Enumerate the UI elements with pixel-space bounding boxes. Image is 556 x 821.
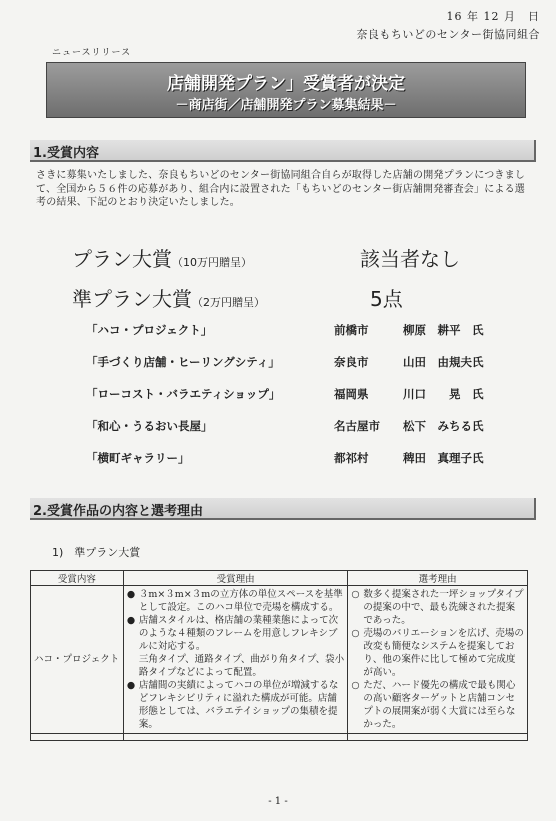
section-heading-text: 1.受賞内容 <box>33 146 99 161</box>
news-release-label: ニュースリリース <box>52 48 132 58</box>
circle-bullet-icon: ○ <box>351 628 360 639</box>
selection-text: 売場のバリエーションを広げ、売場の改変も簡便なシステムを提案しており、他の案件に比して極めて完成度が高い。 <box>363 628 524 678</box>
selection-text: ただ、ハード優先の構成で最も関心の高い顧客ターゲットと店舗コンセプトの展開案が弱く大賞には至らなかった。 <box>363 680 516 730</box>
selection-text: 数多く提案された一坪ショップタイプの提案の中で、最も洗練された提案であった。 <box>363 589 524 626</box>
bullet-icon: ● <box>126 615 136 626</box>
grand-prize-result: 該当者なし <box>360 247 460 271</box>
intro-paragraph: さきに募集いたしました、奈良もちいどのセンター街協同組合自らが取得した店舗の開発プランにつきまして、全国から５６件の応募があり、組合内に設置された「もちいどのセンター街店舗開発審査会」による選考の結果、下記のとおり決定いたしました。 <box>36 170 525 208</box>
entry-title: 「ハコ・プロジェクト」 <box>86 323 213 337</box>
entry-name: 川口 晃 氏 <box>403 387 484 401</box>
reason-item <box>127 614 345 653</box>
reason-item <box>127 679 345 731</box>
table-header-row <box>31 571 528 586</box>
grand-prize-amount: （10万円贈呈） <box>172 256 252 269</box>
entry-title: 「和心・うるおい長屋」 <box>86 419 213 433</box>
bullet-icon <box>127 653 139 679</box>
table-row <box>31 586 528 734</box>
reason-item <box>127 653 345 679</box>
title-banner <box>46 62 526 118</box>
column-header: 受賞理由 <box>123 571 348 586</box>
entry-place: 都祁村 <box>334 451 369 465</box>
selection-reason-cell <box>348 586 528 734</box>
circle-bullet-icon: ○ <box>351 589 360 600</box>
column-header: 選考理由 <box>348 571 528 586</box>
entry-name: 稗田 真理子氏 <box>403 451 484 465</box>
release-date: 16 年 12 月 日 <box>446 10 540 23</box>
reason-text: 三角タイプ、通路タイプ、曲がり角タイプ、袋小路タイプなどによって配置。 <box>138 654 345 678</box>
bullet-icon: ● <box>126 589 136 600</box>
entry-place: 奈良市 <box>334 355 369 369</box>
reason-text: 店舗スタイルは、格店舗の業種業態によって次のような４種類のフレームを用意しフレキシブルに対応する。 <box>138 615 339 652</box>
entry-name: 柳原 耕平 氏 <box>403 323 484 337</box>
table-row <box>31 734 528 741</box>
grand-prize-title: プラン大賞 <box>72 247 172 271</box>
page-subtitle: －商店街／店舗開発プラン募集結果－ <box>175 98 397 113</box>
bullet-icon: ● <box>126 680 136 691</box>
entry-name: 山田 由規夫氏 <box>403 355 484 369</box>
selection-item <box>351 679 524 731</box>
entry-place: 福岡県 <box>334 387 369 401</box>
reason-text: 店舗間の実績によってハコの単位が増減するなどフレキシビリティに溢れた構成が可能。店舗形態としては、バラエテイショップの集積を提案。 <box>138 680 339 730</box>
selection-item <box>351 588 524 627</box>
circle-bullet-icon: ○ <box>351 680 360 691</box>
page-title: 店舗開発プラン」受賞者が決定 <box>167 74 405 94</box>
second-prize-label <box>72 283 265 312</box>
page-number: - 1 - <box>268 796 288 807</box>
reason-text: ３m×３m×３mの立方体の単位スペースを基準として設定。このハコ単位で売場を構成する。 <box>138 589 343 613</box>
section-heading-text: 2.受賞作品の内容と選考理由 <box>33 504 203 519</box>
subsection-heading: 1) 準プラン大賞 <box>52 546 141 559</box>
entry-place: 前橋市 <box>334 323 369 337</box>
second-prize-result: 5点 <box>370 287 403 311</box>
award-reason-cell <box>123 586 348 734</box>
organization-name: 奈良もちいどのセンター街協同組合 <box>356 28 540 41</box>
selection-item <box>351 627 524 679</box>
second-prize-title: 準プラン大賞 <box>72 287 192 311</box>
column-header: 受賞内容 <box>31 571 124 586</box>
award-reasons-table <box>30 570 528 741</box>
entry-title: 「ローコスト・バラエティショップ」 <box>86 387 281 401</box>
entry-title: 「手づくり店舗・ヒーリングシティ」 <box>86 355 280 369</box>
reason-item <box>127 588 345 614</box>
table-cell <box>31 734 124 741</box>
table-cell <box>123 734 348 741</box>
award-entry-name: ハコ・プロジェクト <box>31 586 124 734</box>
section-heading-reasons <box>30 498 536 520</box>
second-prize-amount: （2万円贈呈） <box>192 296 265 309</box>
entry-name: 松下 みちる氏 <box>403 419 484 433</box>
table-cell <box>348 734 528 741</box>
entry-place: 名古屋市 <box>334 419 380 433</box>
grand-prize-label <box>72 243 252 272</box>
entry-title: 「横町ギャラリー」 <box>86 451 190 465</box>
section-heading-awards <box>30 140 536 162</box>
